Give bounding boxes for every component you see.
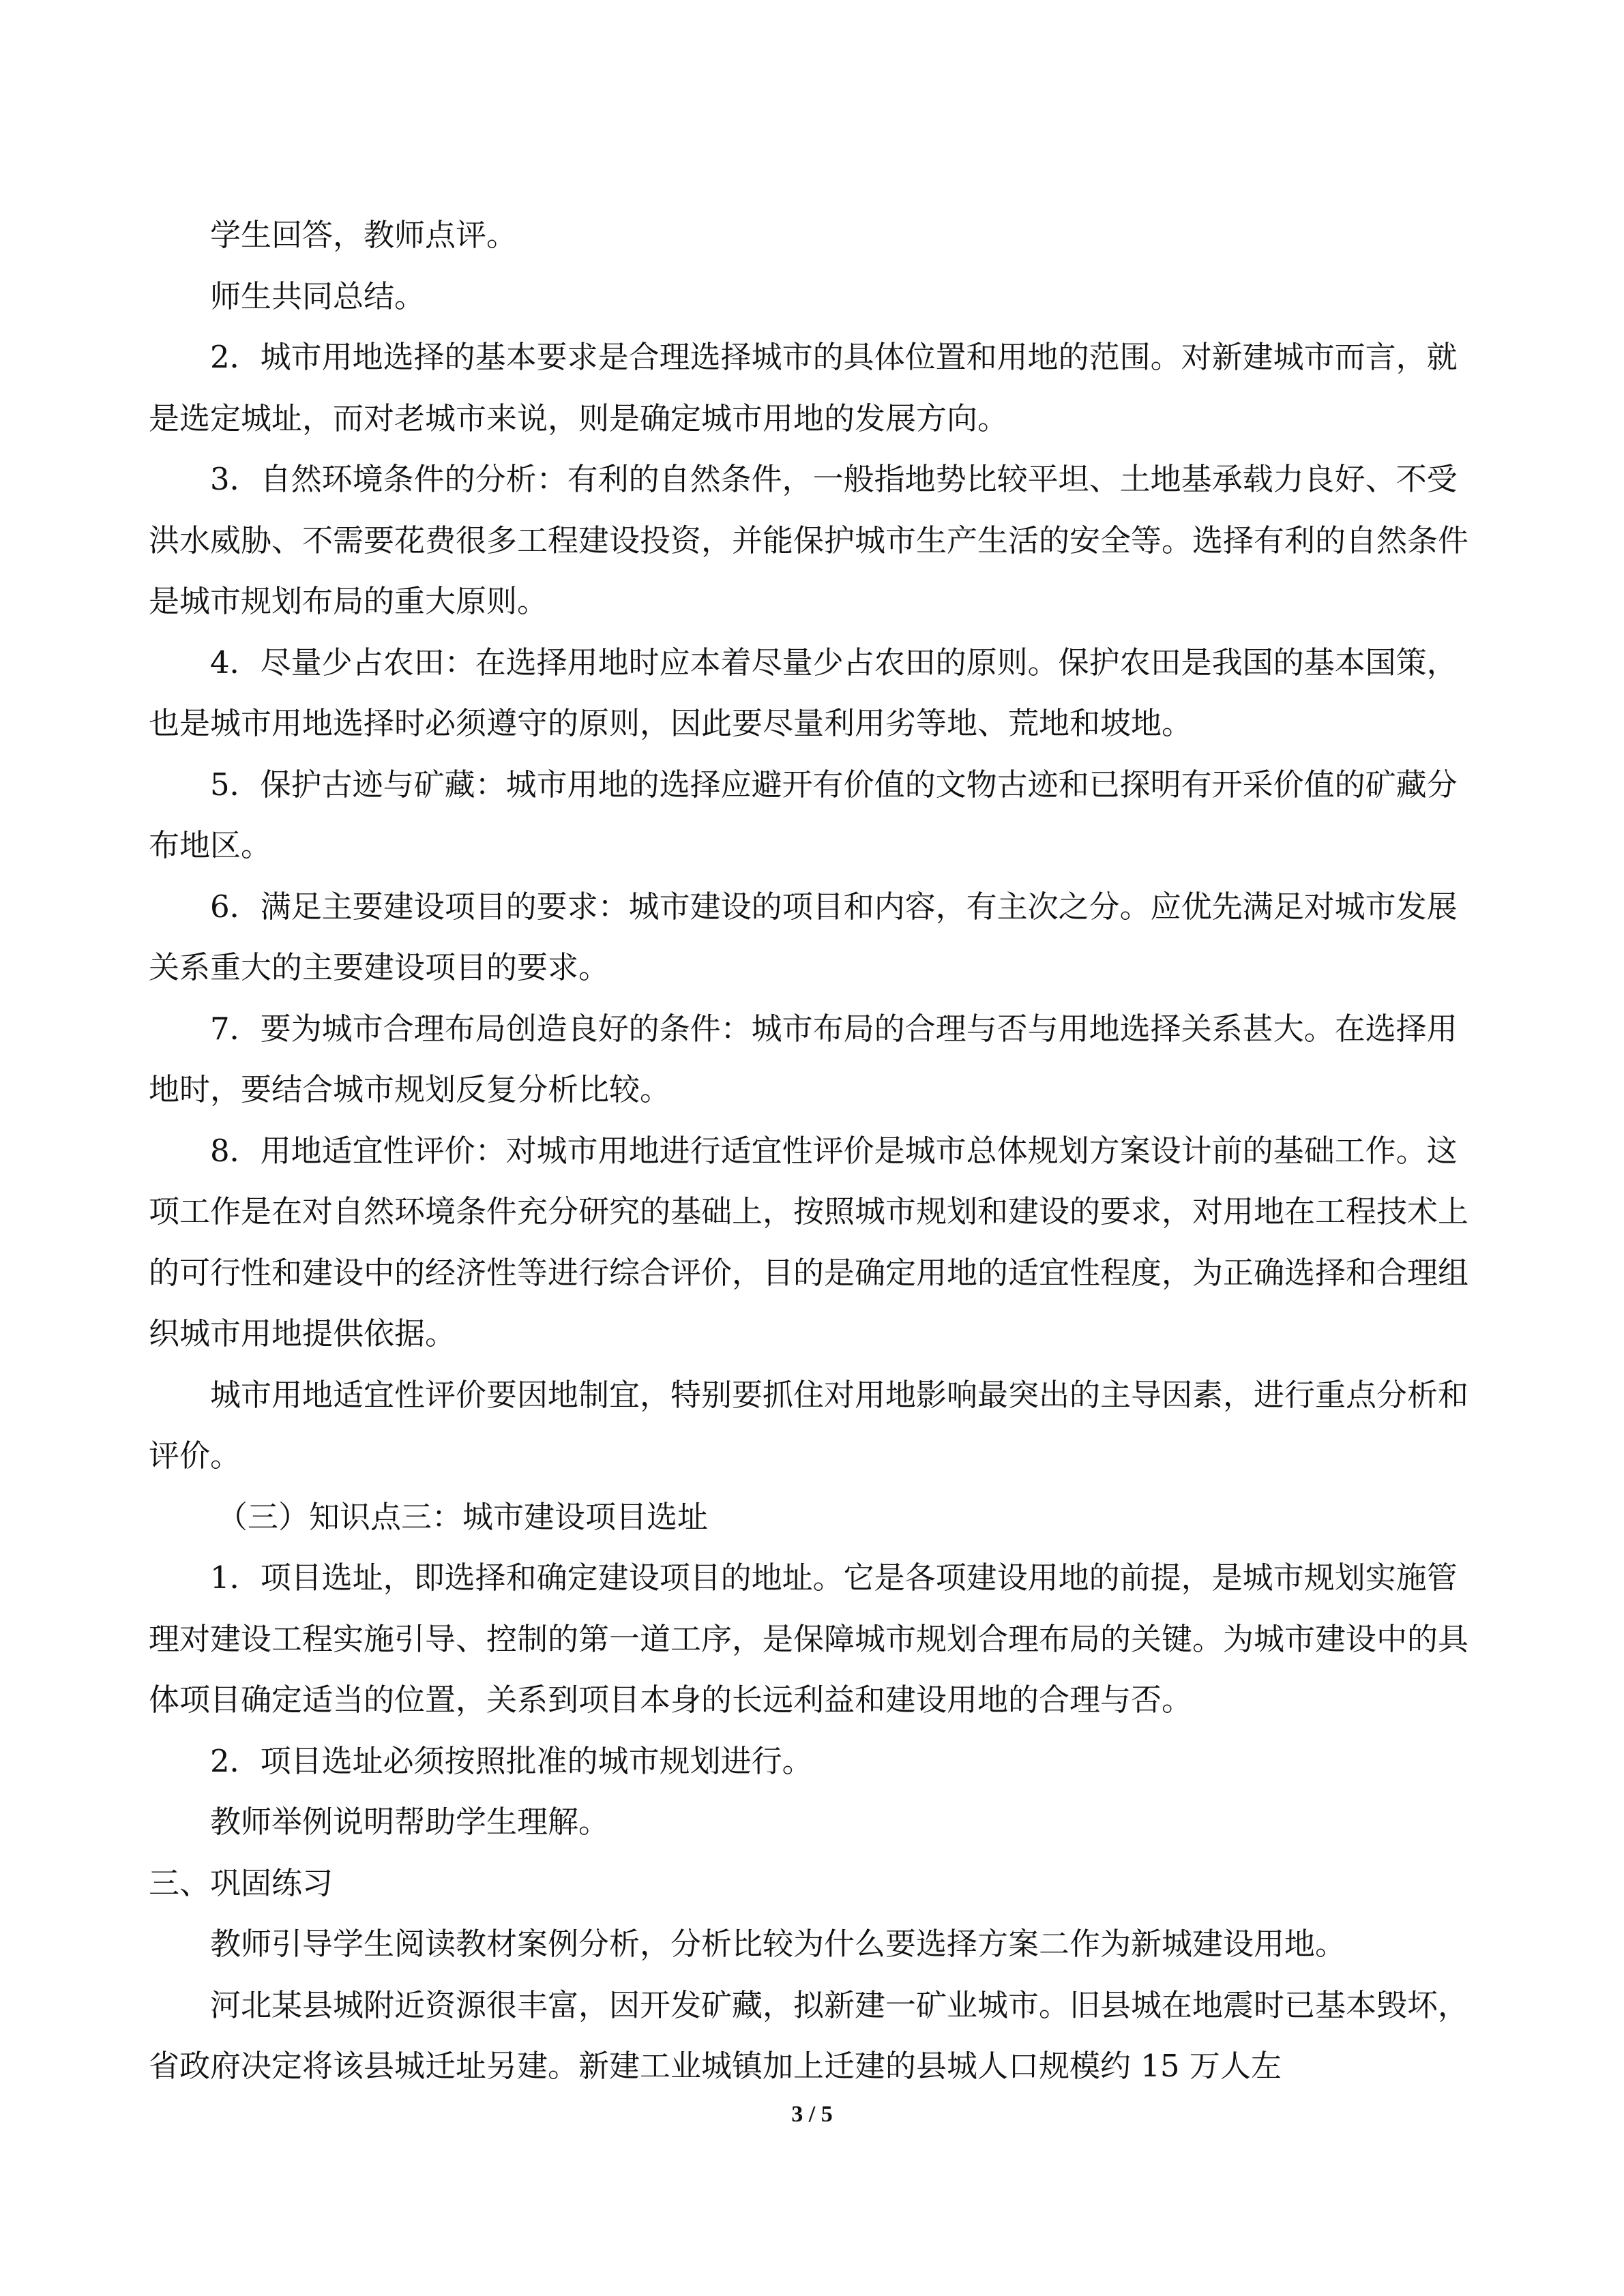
section-heading: （三）知识点三：城市建设项目选址 [217,1498,709,1535]
section-heading: 三、巩固练习 [149,1864,334,1901]
paragraph: 4．尽量少占农田：在选择用地时应本着尽量少占农田的原则。保护农田是我国的基本国策，也是城市用地选择时必须遵守的原则，因此要尽量利用劣等地、荒地和坡地。 [149,644,1458,741]
paragraph: 7．要为城市合理布局创造良好的条件：城市布局的合理与否与用地选择关系甚大。在选择用地时，要结合城市规划反复分析比较。 [149,1010,1458,1107]
paragraph: 教师引导学生阅读教材案例分析，分析比较为什么要选择方案二作为新城建设用地。 [210,1926,1346,1962]
paragraph: 教师举例说明帮助学生理解。 [210,1804,610,1840]
paragraph: 8．用地适宜性评价：对城市用地进行适宜性评价是城市总体规划方案设计前的基础工作。这项工作是在对自然环境条件充分研究的基础上，按照城市规划和建设的要求，对用地在工程技术上的可行性和建设中的经济性等进行综合评价，目的是确定用地的适宜性程度，为正确选择和合理组织城市用地提供依据。 [149,1132,1469,1352]
paragraph: 2．城市用地选择的基本要求是合理选择城市的具体位置和用地的范围。对新建城市而言，就是选定城址，而对老城市来说，则是确定城市用地的发展方向。 [149,339,1458,436]
document-body [149,205,1475,2097]
paragraph: 师生共同总结。 [210,278,426,314]
page-number: 3 / 5 [791,2102,833,2127]
paragraph: 6．满足主要建设项目的要求：城市建设的项目和内容，有主次之分。应优先满足对城市发展关系重大的主要建设项目的要求。 [149,888,1458,985]
paragraph: 5．保护古迹与矿藏：城市用地的选择应避开有价值的文物古迹和已探明有开采价值的矿藏分布地区。 [149,766,1458,863]
paragraph: 2．项目选址必须按照批准的城市规划进行。 [210,1742,813,1779]
paragraph: 学生回答，教师点评。 [210,217,518,253]
paragraph: 1．项目选址，即选择和确定建设项目的地址。它是各项建设用地的前提，是城市规划实施管理对建设工程实施引导、控制的第一道工序，是保障城市规划合理布局的关键。为城市建设中的具体项目确定适当的位置，关系到项目本身的长远利益和建设用地的合理与否。 [149,1560,1469,1718]
paragraph: 3．自然环境条件的分析：有利的自然条件，一般指地势比较平坦、土地基承载力良好、不受洪水威胁、不需要花费很多工程建设投资，并能保护城市生产生活的安全等。选择有利的自然条件是城市规划布局的重大原则。 [149,461,1469,619]
paragraph: 河北某县城附近资源很丰富，因开发矿藏，拟新建一矿业城市。旧县城在地震时已基本毁坏，省政府决定将该县城迁址另建。新建工业城镇加上迁建的县城人口规模约 15 万人左 [149,1986,1469,2084]
paragraph: 城市用地适宜性评价要因地制宜，特别要抓住对用地影响最突出的主导因素，进行重点分析和评价。 [149,1376,1469,1474]
